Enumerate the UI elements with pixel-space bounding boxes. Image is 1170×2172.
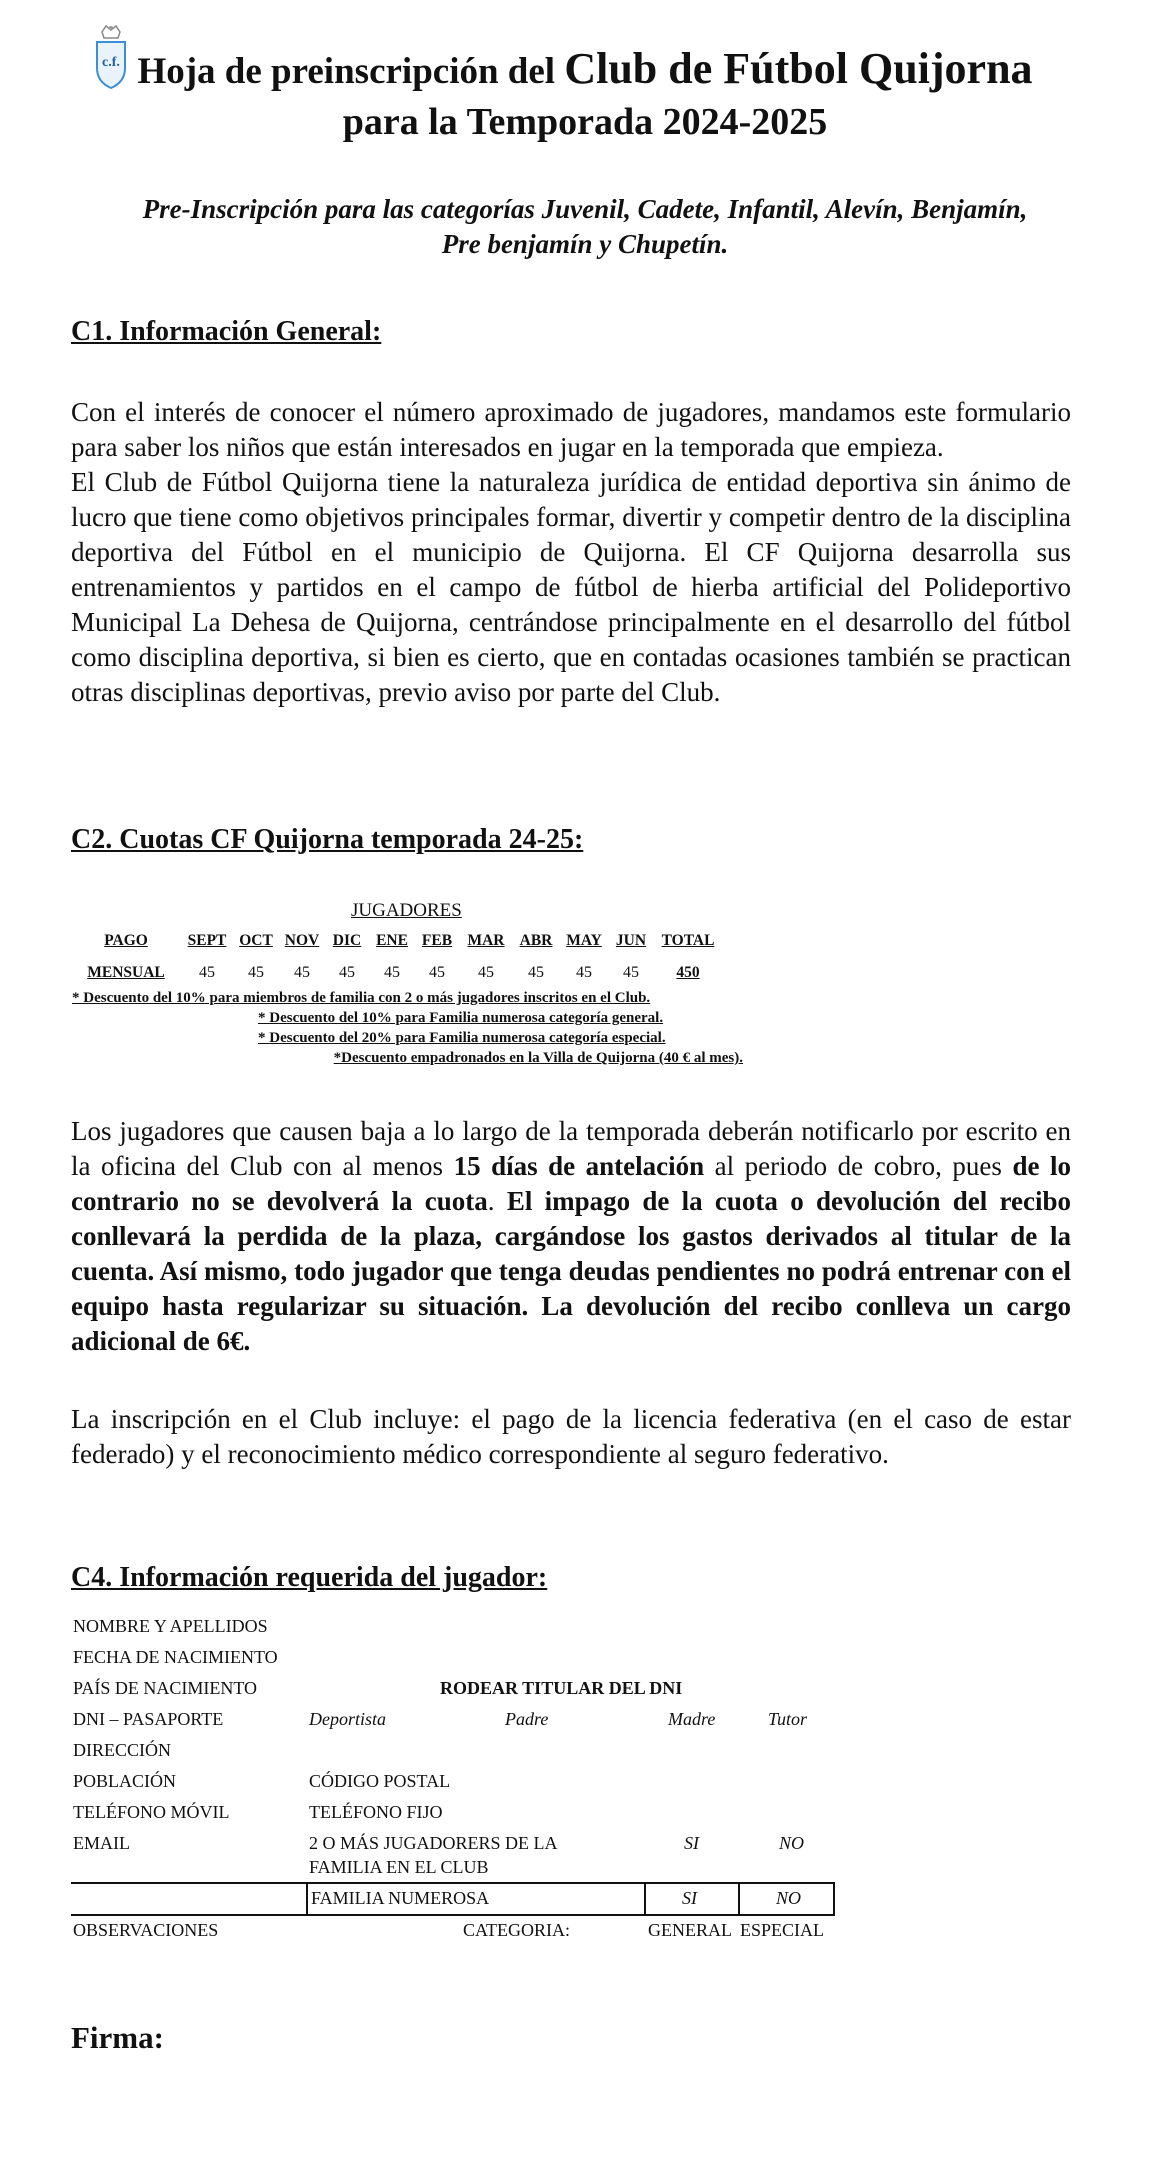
baja-bold-2: de lo contrario no se devolverá la cuota xyxy=(71,1151,1071,1216)
title-club-name: Club de Fútbol Quijorna xyxy=(564,44,1033,93)
fees-note: * Descuento del 10% para miembros de familia con 2 o más jugadores inscritos en el Club. xyxy=(72,990,651,1006)
label-telefono-movil: TELÉFONO MÓVIL xyxy=(73,1802,230,1822)
box-divider xyxy=(306,1882,308,1914)
label-codigo-postal: CÓDIGO POSTAL xyxy=(309,1771,451,1791)
label-fecha-nacimiento: FECHA DE NACIMIENTO xyxy=(73,1647,278,1667)
crest-text: c.f. xyxy=(102,55,120,70)
baja-text-2: al periodo de cobro, pues xyxy=(704,1151,1013,1181)
option-deportista[interactable]: Deportista xyxy=(309,1709,387,1729)
fees-cell-label: MENSUAL xyxy=(87,964,165,981)
label-telefono-fijo: TELÉFONO FIJO xyxy=(309,1802,443,1822)
label-categoria: CATEGORIA: xyxy=(463,1920,570,1940)
fees-cell: 45 xyxy=(199,964,215,981)
fees-cell: 45 xyxy=(248,964,264,981)
option-si-familia[interactable]: SI xyxy=(684,1833,699,1853)
fees-header-cell: TOTAL xyxy=(661,932,715,949)
fees-header-cell: SEPT xyxy=(187,932,227,949)
fees-header-cell: MAR xyxy=(467,932,505,949)
option-si-numerosa[interactable]: SI xyxy=(682,1888,697,1908)
fees-note: * Descuento del 20% para Familia numerosa categoría especial. xyxy=(258,1030,666,1046)
fees-note: *Descuento empadronados en la Villa de Quijorna (40 € al mes). xyxy=(333,1050,743,1066)
fees-cell: 45 xyxy=(478,964,494,981)
option-tutor[interactable]: Tutor xyxy=(768,1709,808,1729)
fees-header-cell: OCT xyxy=(239,932,273,949)
subtitle xyxy=(70,192,1100,262)
box-divider xyxy=(644,1882,646,1914)
label-familia-numerosa: FAMILIA NUMEROSA xyxy=(311,1888,490,1908)
fees-cell-total: 450 xyxy=(676,964,700,981)
section-c2-heading: C2. Cuotas CF Quijorna temporada 24-25: xyxy=(71,824,584,855)
c1-paragraph-1: Con el interés de conocer el número aproximado de jugadores, mandamos este formulario para saber los niños que están interesados en jugar en la temporada que empieza. xyxy=(71,397,1071,462)
label-rodear-titular: RODEAR TITULAR DEL DNI xyxy=(440,1678,683,1698)
title-prefix: Hoja de preinscripción del xyxy=(137,51,565,92)
fees-header-cell: ABR xyxy=(519,932,553,949)
fees-header-cell: NOV xyxy=(284,932,320,949)
fees-header-cell: JUN xyxy=(615,932,647,949)
option-no-familia[interactable]: NO xyxy=(779,1833,805,1853)
page-title xyxy=(0,44,1170,147)
fees-header-cell: MAY xyxy=(566,932,602,949)
fees-header-cell: ENE xyxy=(376,932,408,949)
fees-header-cell: FEB xyxy=(421,932,453,949)
fees-note: * Descuento del 10% para Familia numerosa categoría general. xyxy=(258,1010,664,1026)
option-general[interactable]: GENERAL xyxy=(648,1920,732,1940)
subtitle-line-1: Pre-Inscripción para las categorías Juvenil, Cadete, Infantil, Alevín, Benjamín, xyxy=(142,194,1028,224)
subtitle-line-2: Pre benjamín y Chupetín. xyxy=(441,229,729,259)
box-divider xyxy=(738,1882,740,1914)
section-c4-heading: C4. Información requerida del jugador: xyxy=(71,1562,548,1593)
label-dos-jugadores-2: FAMILIA EN EL CLUB xyxy=(309,1857,489,1877)
fees-header-cell: DIC xyxy=(332,932,362,949)
signature-label: Firma: xyxy=(71,2020,164,2055)
fees-cell: 45 xyxy=(339,964,355,981)
label-dni: DNI – PASAPORTE xyxy=(73,1709,224,1729)
label-pais-nacimiento: PAÍS DE NACIMIENTO xyxy=(73,1678,258,1698)
baja-text-3: . xyxy=(487,1186,507,1216)
baja-text-1: Los jugadores que causen baja a lo largo de la temporada deberán notificarlo por escrito en la oficina del Club con al menos xyxy=(71,1116,1071,1181)
inscription-paragraph: La inscripción en el Club incluye: el pago de la licencia federativa (en el caso de estar federado) y el reconocimiento médico correspondiente al seguro federativo. xyxy=(71,1404,1071,1469)
fees-cell: 45 xyxy=(384,964,400,981)
label-dos-jugadores-1: 2 O MÁS JUGADORERS DE LA xyxy=(309,1833,558,1853)
fees-cell: 45 xyxy=(294,964,310,981)
option-madre[interactable]: Madre xyxy=(668,1709,716,1729)
fees-group-label: JUGADORES xyxy=(351,900,462,921)
option-especial[interactable]: ESPECIAL xyxy=(740,1920,825,1940)
fees-cell: 45 xyxy=(623,964,639,981)
option-padre[interactable]: Padre xyxy=(505,1709,549,1729)
fees-header-cell: PAGO xyxy=(104,932,148,949)
section-c1-heading: C1. Información General: xyxy=(71,316,382,347)
option-no-numerosa[interactable]: NO xyxy=(776,1888,802,1908)
cancellation-paragraph xyxy=(71,1114,1071,1359)
label-direccion: DIRECCIÓN xyxy=(73,1740,171,1760)
fees-cell: 45 xyxy=(576,964,592,981)
baja-bold-3: El impago de la cuota o devolución del recibo conllevará la perdida de la plaza, cargándose los gastos derivados al titular de la cuenta. Así mismo, todo jugador que tenga deudas pendientes no podrá entrenar con el equipo hasta regularizar su situación. La devolución del recibo conlleva un cargo adicional de 6€. xyxy=(71,1186,1072,1356)
label-poblacion: POBLACIÓN xyxy=(73,1771,177,1791)
fees-cell: 45 xyxy=(528,964,544,981)
label-email: EMAIL xyxy=(73,1833,130,1853)
fees-cell: 45 xyxy=(429,964,445,981)
baja-bold-1: 15 días de antelación xyxy=(453,1151,705,1181)
section-c1-text xyxy=(71,395,1071,710)
title-season: para la Temporada 2024-2025 xyxy=(342,101,828,143)
c1-paragraph-2: El Club de Fútbol Quijorna tiene la naturaleza jurídica de entidad deportiva sin ánimo de lucro que tiene como objetivos principales formar, divertir y competir dentro de la disciplina deportiva del Fútbol en el municipio de Quijorna. El CF Quijorna desarrolla sus entrenamientos y partidos en el campo de fútbol de hierba artificial del Polideportivo Municipal La Dehesa de Quijorna, centrándose principalmente en el desarrollo del fútbol como disciplina deportiva, si bien es cierto, que en contadas ocasiones también se practican otras disciplinas deportivas, previo aviso por parte del Club. xyxy=(71,467,1071,707)
label-nombre: NOMBRE Y APELLIDOS xyxy=(73,1616,268,1636)
label-observaciones: OBSERVACIONES xyxy=(73,1920,219,1940)
